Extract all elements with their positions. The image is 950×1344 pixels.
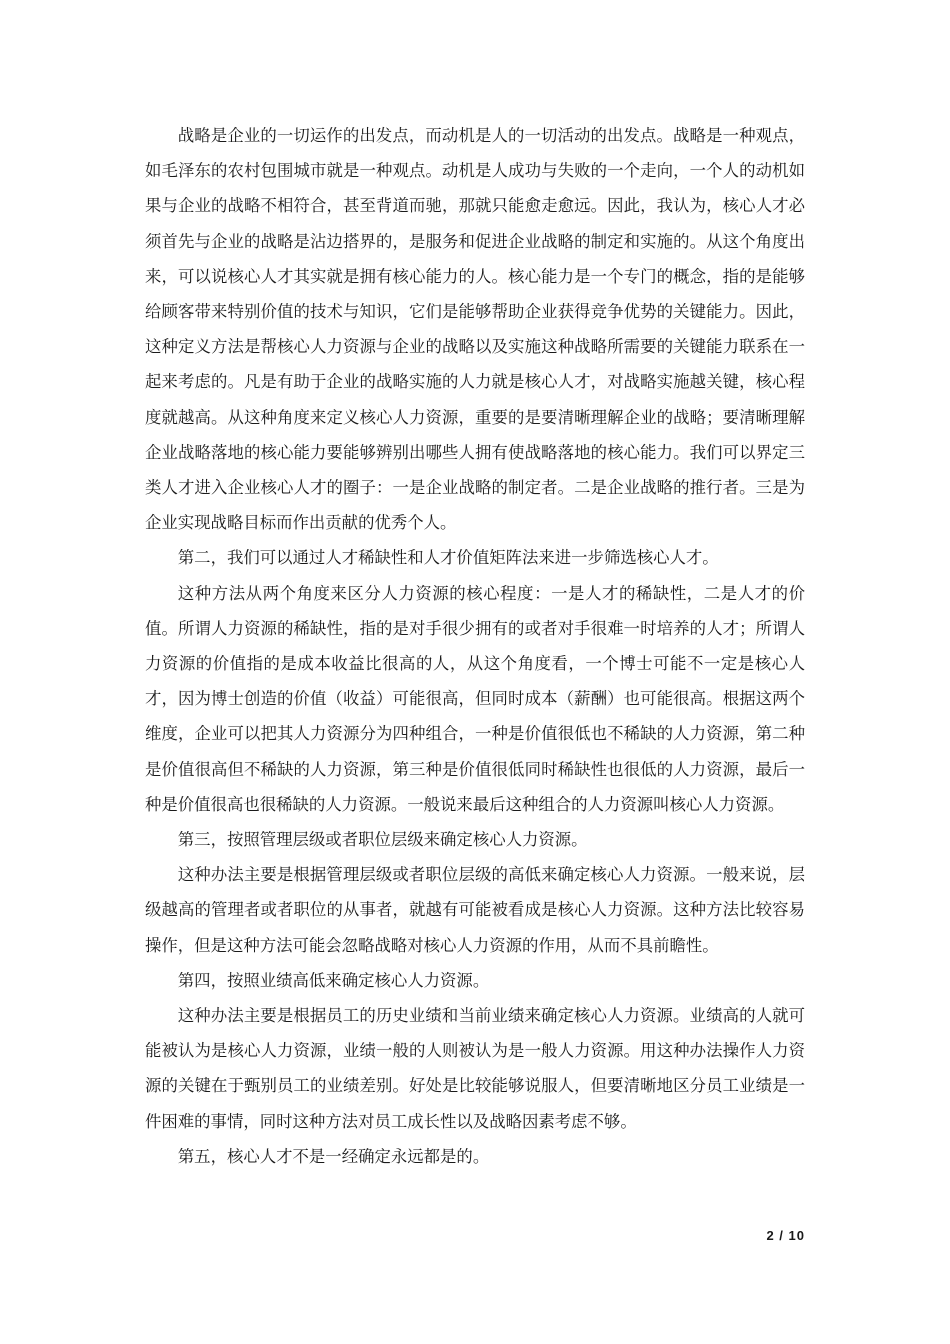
document-body <box>145 118 805 1174</box>
paragraph-point-three-heading: 第三，按照管理层级或者职位层级来确定核心人力资源。 <box>177 830 588 850</box>
paragraph-point-four-heading: 第四，按照业绩高低来确定核心人力资源。 <box>177 970 490 990</box>
paragraph-point-two-heading: 第二，我们可以通过人才稀缺性和人才价值矩阵法来进一步筛选核心人才。 <box>177 548 719 568</box>
paragraph-scarcity-value-matrix: 这种方法从两个角度来区分人力资源的核心程度：一是人才的稀缺性，二是人才的价值。所谓人力资源的稀缺性，指的是对手很少拥有的或者对手很难一时培养的人才；所谓人力资源的价值指的是成本收益比很高的人，从这个角度看，一个博士可能不一定是核心人才，因为博士创造的价值（收益）可能很高，但同时成本（薪酬）也可能很高。根据这两个维度，企业可以把其人力资源分为四种组合，一种是价值很低也不稀缺的人力资源，第二种是价值很高但不稀缺的人力资源，第三种是价值很低同时稀缺性也很低的人力资源，最后一种是价值很高也很稀缺的人力资源。一般说来最后这种组合的人力资源叫核心人力资源。 <box>145 583 805 814</box>
paragraph-point-five-heading: 第五，核心人才不是一经确定永远都是的。 <box>177 1146 490 1166</box>
page-number: 2 / 10 <box>766 1228 805 1243</box>
paragraph-strategy-definition: 战略是企业的一切运作的出发点，而动机是人的一切活动的出发点。战略是一种观点，如毛泽东的农村包围城市就是一种观点。动机是人成功与失败的一个走向，一个人的动机如果与企业的战略不相符合，甚至背道而驰，那就只能愈走愈远。因此，我认为，核心人才必须首先与企业的战略是沾边搭界的，是服务和促进企业战略的制定和实施的。从这个角度出来，可以说核心人才其实就是拥有核心能力的人。核心能力是一个专门的概念，指的是能够给顾客带来特别价值的技术与知识，它们是能够帮助企业获得竞争优势的关键能力。因此，这种定义方法是帮核心人力资源与企业的战略以及实施这种战略所需要的关键能力联系在一起来考虑的。凡是有助于企业的战略实施的人力就是核心人才，对战略实施越关键，核心程度就越高。从这种角度来定义核心人力资源，重要的是要清晰理解企业的战略；要清晰理解企业战略落地的核心能力要能够辨别出哪些人拥有使战略落地的核心能力。我们可以界定三类人才进入企业核心人才的圈子：一是企业战略的制定者。二是企业战略的推行者。三是为企业实现战略目标而作出贡献的优秀个人。 <box>145 126 805 533</box>
paragraph-performance: 这种办法主要是根据员工的历史业绩和当前业绩来确定核心人力资源。业绩高的人就可能被认为是核心人力资源，业绩一般的人则被认为是一般人力资源。用这种办法操作人力资源的关键在于甄别员工的业绩差别。好处是比较能够说服人，但要清晰地区分员工业绩是一件困难的事情，同时这种方法对员工成长性以及战略因素考虑不够。 <box>145 1006 805 1131</box>
paragraph-management-level: 这种办法主要是根据管理层级或者职位层级的高低来确定核心人力资源。一般来说，层级越高的管理者或者职位的从事者，就越有可能被看成是核心人力资源。这种方法比较容易操作，但是这种方法可能会忽略战略对核心人力资源的作用，从而不具前瞻性。 <box>145 865 805 955</box>
